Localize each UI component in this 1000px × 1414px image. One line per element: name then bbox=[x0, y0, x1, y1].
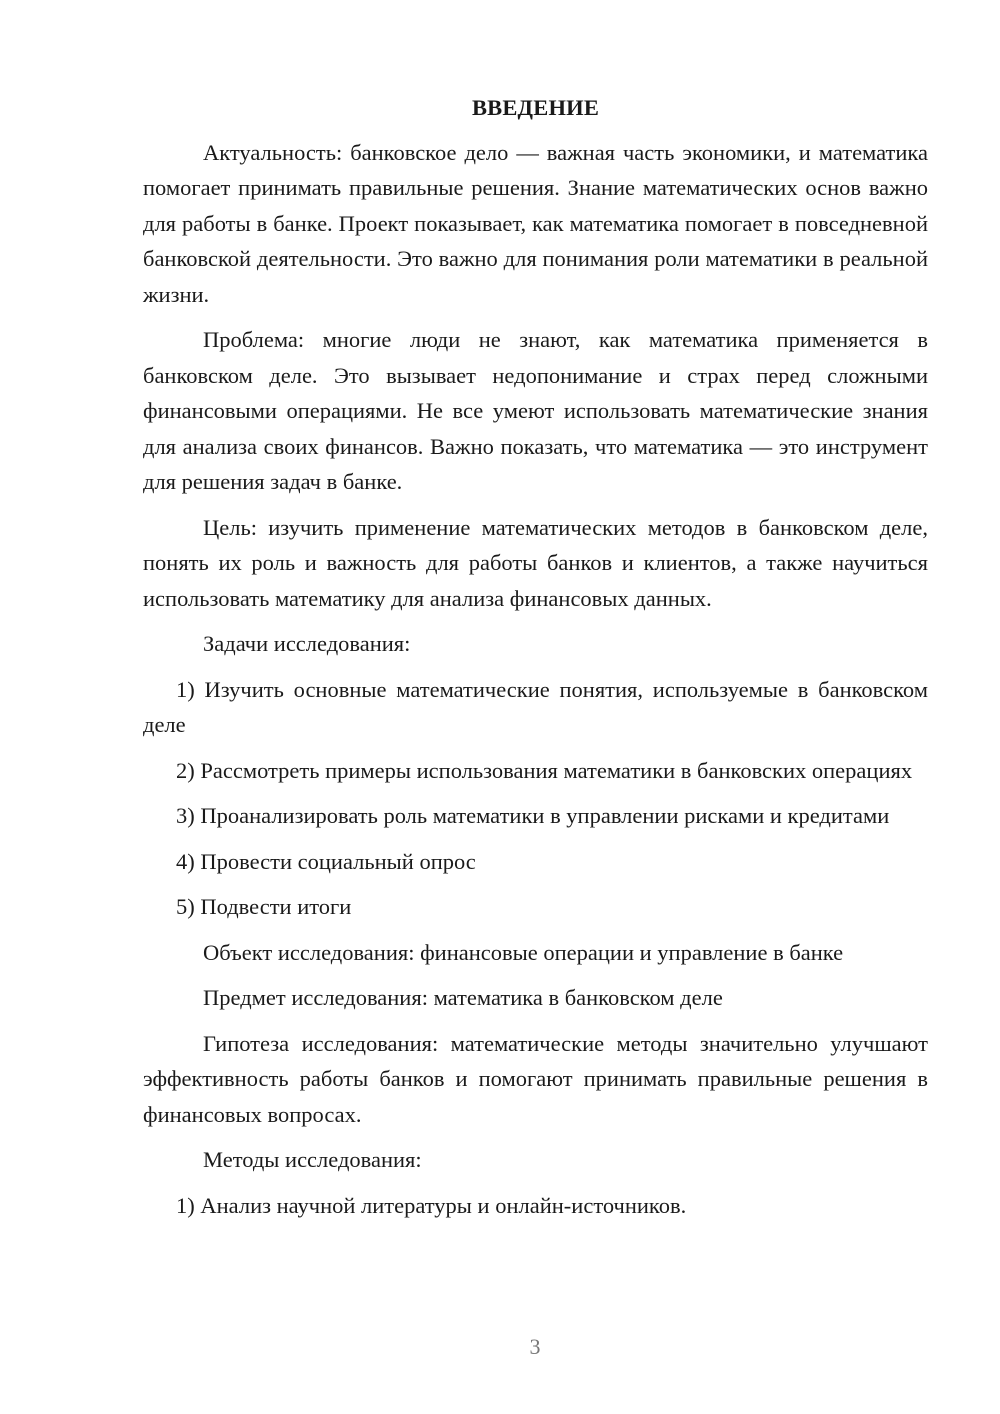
document-page bbox=[143, 90, 928, 1233]
paragraph-goal: Цель: изучить применение математических методов в банковском деле, понять их роль и важность для работы банков и клиентов, а также научиться использовать математику для анализа финансовых данных. bbox=[143, 514, 928, 611]
research-hypothesis: Гипотеза исследования: математические методы значительно улучшают эффективность работы банков и помогают принимать правильные решения в финансовых вопросах. bbox=[143, 1030, 928, 1127]
task-item-5: 5) Подвести итоги bbox=[176, 894, 352, 919]
task-item-3: 3) Проанализировать роль математики в управлении рисками и кредитами bbox=[176, 803, 890, 828]
paragraph-relevance: Актуальность: банковское дело — важная часть экономики, и математика помогает принимать правильные решения. Знание математических основ важно для работы в банке. Проект показывает, как математика помогает в повседневной банковской деятельности. Это важно для понимания роли математики в реальной жизни. bbox=[143, 139, 928, 307]
paragraph-problem: Проблема: многие люди не знают, как математика применяется в банковском деле. Это вызывает недопонимание и страх перед сложными финансовыми операциями. Не все умеют использовать математические знания для анализа своих финансов. Важно показать, что математика — это инструмент для решения задач в банке. bbox=[143, 327, 928, 494]
task-item-4: 4) Провести социальный опрос bbox=[176, 848, 476, 874]
research-object: Объект исследования: финансовые операции и управление в банке bbox=[203, 939, 844, 965]
method-item-1: 1) Анализ научной литературы и онлайн-источников. bbox=[176, 1192, 687, 1218]
task-item-2: 2) Рассмотреть примеры использования математики в банковских операциях bbox=[176, 757, 913, 783]
page-number: 3 bbox=[529, 1334, 541, 1359]
task-item-1: 1) Изучить основные математические понятия, используемые в банковском деле bbox=[143, 676, 928, 737]
tasks-heading: Задачи исследования: bbox=[203, 631, 411, 656]
research-subject: Предмет исследования: математика в банковском деле bbox=[203, 985, 723, 1010]
methods-heading: Методы исследования: bbox=[203, 1147, 422, 1172]
section-title: ВВЕДЕНИЕ bbox=[471, 95, 600, 120]
